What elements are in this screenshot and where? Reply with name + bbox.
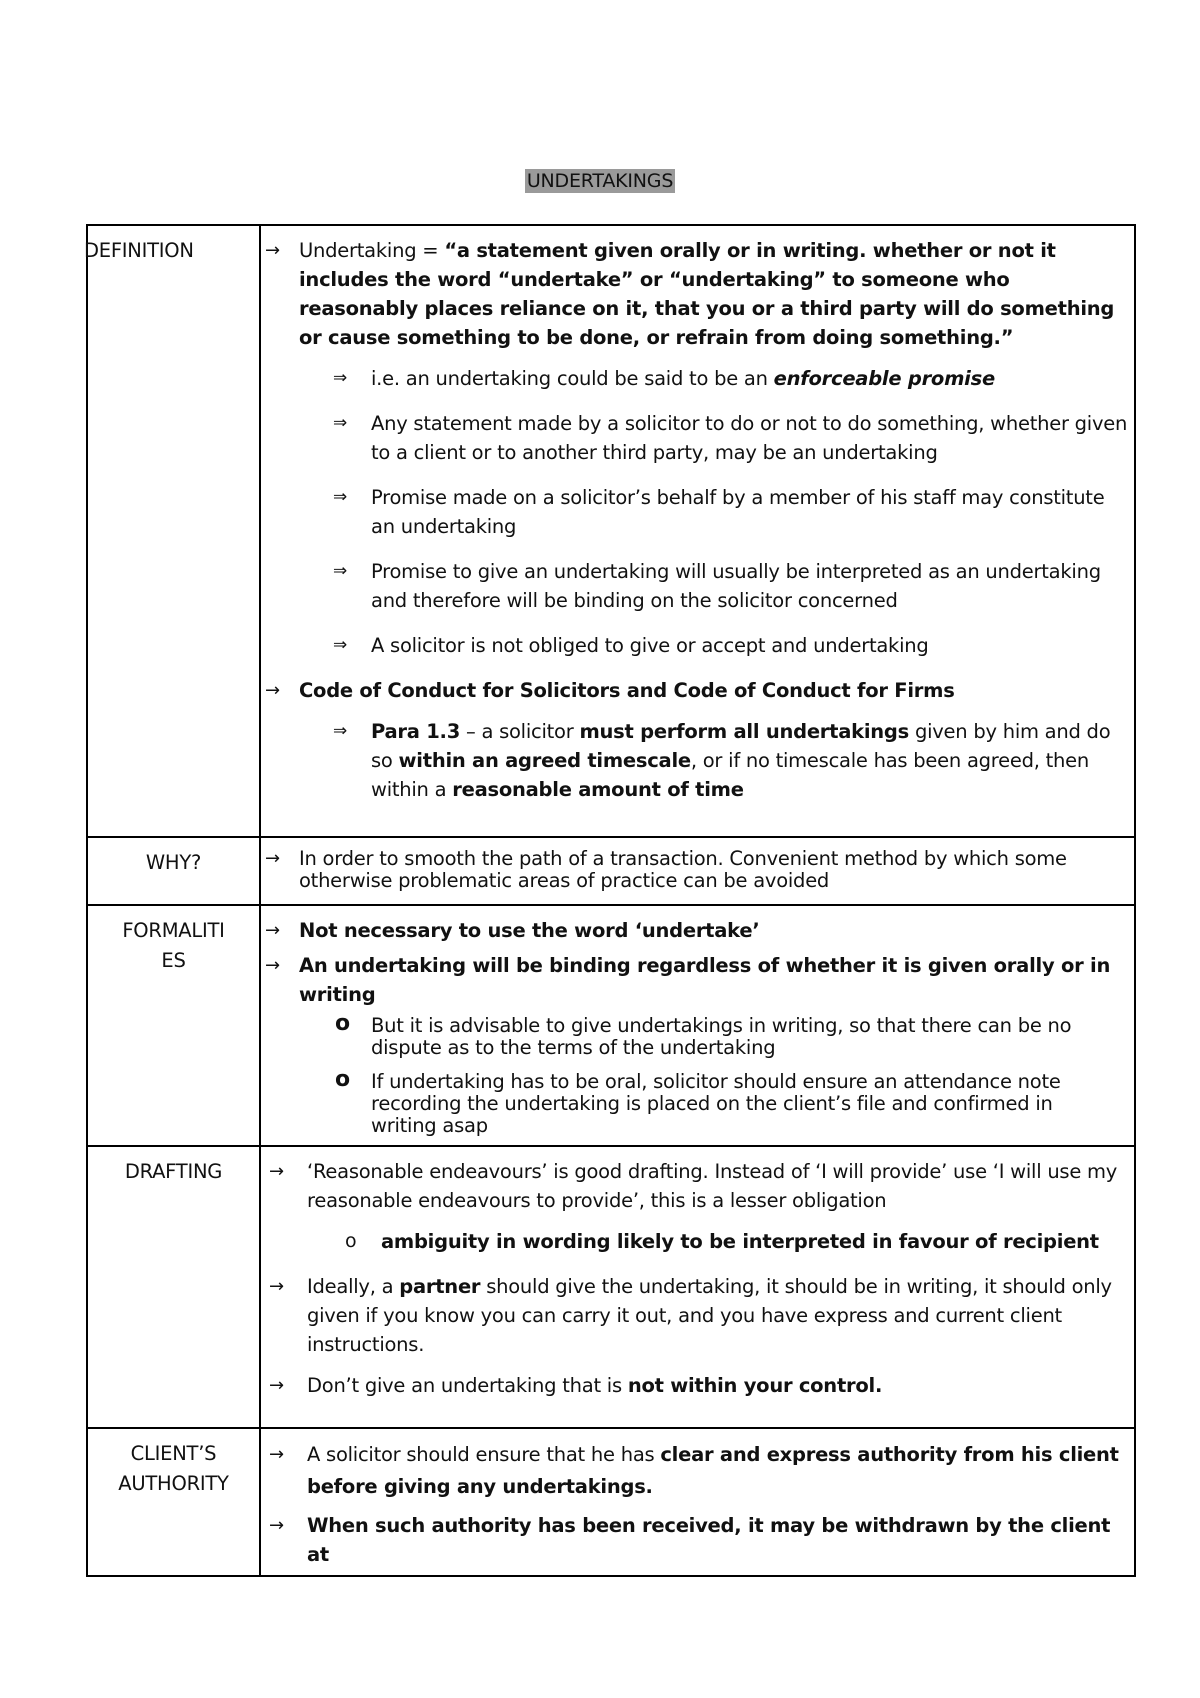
table-row-client-authority (87, 1428, 1135, 1576)
page-title-text: UNDERTAKINGS (526, 170, 674, 192)
row-label-text: CLIENT’S (130, 1442, 217, 1465)
circle-bullet-icon: o (335, 1011, 350, 1036)
table-row-formalities (87, 905, 1135, 1146)
item-text: i.e. an undertaking could be said to be an (371, 367, 774, 390)
arrow-icon: → (265, 920, 280, 941)
item-text-bold: Not necessary to use the word ‘undertake’ (299, 919, 760, 942)
row-label-drafting (87, 1146, 260, 1428)
row-content-client-authority (260, 1428, 1135, 1576)
list-item (261, 1439, 1126, 1503)
item-text: , or if no timescale has been agreed, then within a (371, 749, 1090, 801)
item-text: A solicitor should ensure that he has (307, 1443, 661, 1466)
row-content-formalities (260, 905, 1135, 1146)
list-item (261, 951, 1126, 1009)
arrow-icon: → (265, 955, 280, 976)
row-label-text: AUTHORITY (118, 1472, 229, 1495)
row-content-why (260, 837, 1135, 905)
row-label-client-authority (87, 1428, 260, 1576)
row-label-text: FORMALITI (122, 919, 225, 942)
item-text: Promise to give an undertaking will usually be interpreted as an undertaking and therefore will be binding on the solicitor concerned (371, 560, 1101, 612)
arrow-icon: → (269, 1515, 284, 1536)
row-content-definition (260, 225, 1135, 837)
double-arrow-icon: ⇒ (333, 721, 347, 741)
notes-table (86, 224, 1136, 1577)
row-label-why (87, 837, 260, 905)
table-row-definition (87, 225, 1135, 837)
table-row-why (87, 837, 1135, 905)
list-item (261, 364, 1130, 393)
item-text-bold: must perform all undertakings (579, 720, 909, 743)
list-item (261, 916, 1126, 945)
arrow-icon: → (265, 240, 280, 261)
item-text-bold: ambiguity in wording likely to be interpreted in favour of recipient (381, 1230, 1099, 1253)
list-item (261, 483, 1130, 541)
list-item (261, 631, 1130, 660)
double-arrow-icon: ⇒ (333, 368, 347, 388)
item-text: A solicitor is not obliged to give or accept and undertaking (371, 634, 929, 657)
arrow-icon: → (269, 1161, 284, 1182)
double-arrow-icon: ⇒ (333, 487, 347, 507)
item-text: Any statement made by a solicitor to do or not to do something, whether given to a client or to another third party, may be an undertaking (371, 412, 1128, 464)
item-text: Undertaking = (299, 239, 445, 262)
list-item (261, 1227, 1130, 1256)
double-arrow-icon: ⇒ (333, 635, 347, 655)
list-item (261, 717, 1130, 804)
double-arrow-icon: ⇒ (333, 561, 347, 581)
row-content-drafting (260, 1146, 1135, 1428)
arrow-icon: → (265, 848, 280, 869)
item-text-bold: Code of Conduct for Solicitors and Code of Conduct for Firms (299, 679, 955, 702)
table-row-drafting (87, 1146, 1135, 1428)
row-label-definition (84, 225, 260, 837)
item-text: Promise made on a solicitor’s behalf by a member of his staff may constitute an undertaking (371, 486, 1105, 538)
item-text-bold: reasonable amount of time (452, 778, 744, 801)
item-text-emphasis: enforceable promise (773, 367, 995, 390)
list-item (261, 557, 1130, 615)
row-label-text: DEFINITION (84, 239, 194, 262)
list-item (261, 236, 1126, 352)
item-text: ‘Reasonable endeavours’ is good drafting. Instead of ‘I will provide’ use ‘I will use my reasonable endeavours to provide’, this is a lesser obligation (307, 1160, 1118, 1212)
item-text-bold: Para 1.3 (371, 720, 461, 743)
item-text-bold: clear and express authority from his client before giving any undertakings. (307, 1443, 1119, 1498)
double-arrow-icon: ⇒ (333, 413, 347, 433)
arrow-icon: → (265, 680, 280, 701)
list-item (261, 1157, 1126, 1215)
item-text: should give the undertaking, it should be in writing, it should only given if you know you can carry it out, and you have express and current client instructions. (307, 1275, 1112, 1356)
item-text-bold: partner (399, 1275, 481, 1298)
list-item (261, 409, 1130, 467)
item-text-bold: within an agreed timescale (398, 749, 691, 772)
row-label-text: WHY? (145, 851, 202, 874)
list-item (261, 1011, 1094, 1059)
item-text: If undertaking has to be oral, solicitor should ensure an attendance note recording the undertaking is placed on the client’s file and confirmed in writing asap (371, 1070, 1061, 1137)
list-item (261, 1272, 1126, 1359)
item-text-bold: When such authority has been received, it may be withdrawn by the client at (307, 1514, 1111, 1566)
list-item (261, 1371, 1126, 1400)
arrow-icon: → (269, 1375, 284, 1396)
page-title (0, 170, 1200, 192)
row-label-text: DRAFTING (124, 1160, 223, 1183)
item-text: given by him and do so (371, 720, 1111, 772)
item-text: – a solicitor (460, 720, 580, 743)
item-text: But it is advisable to give undertakings in writing, so that there can be no dispute as to the terms of the undertaking (371, 1014, 1072, 1059)
item-text: Ideally, a (307, 1275, 400, 1298)
item-text: Don’t give an undertaking that is (307, 1374, 628, 1397)
list-item (261, 1511, 1126, 1569)
circle-bullet-icon: o (335, 1067, 350, 1092)
arrow-icon: → (269, 1444, 284, 1465)
arrow-icon: → (269, 1276, 284, 1297)
list-item (261, 1067, 1094, 1137)
list-item (261, 848, 1126, 892)
item-text-bold: not within your control. (627, 1374, 883, 1397)
item-text-bold: An undertaking will be binding regardless of whether it is given orally or in writing (299, 954, 1111, 1006)
row-label-text: ES (161, 949, 186, 972)
row-label-formalities (87, 905, 260, 1146)
item-text-bold: “a statement given orally or in writing. whether or not it includes the word “undertake” or “undertaking” to someone who reasonably places reliance on it, that you or a third party will do something or cause something to be done, or refrain from doing something.” (299, 239, 1115, 349)
list-item (261, 676, 1126, 705)
circle-bullet-icon: o (345, 1230, 357, 1252)
item-text: In order to smooth the path of a transaction. Convenient method by which some otherwise problematic areas of practice can be avoided (299, 847, 1067, 892)
